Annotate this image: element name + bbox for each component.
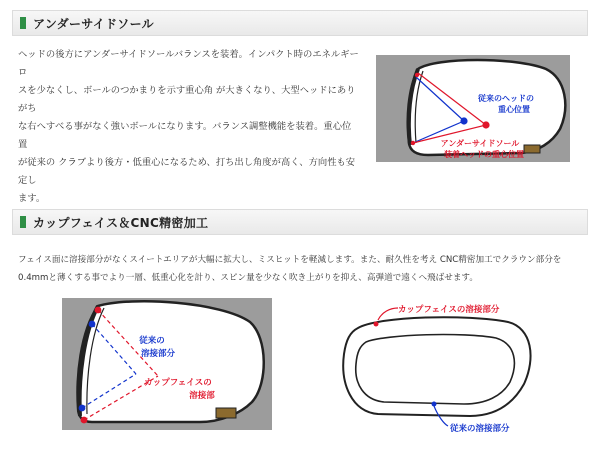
cup-pointer-dot <box>374 322 379 327</box>
text-line: ます。 <box>18 193 46 204</box>
text-line: フェイス面に溶接部分がなくスイートエリアが大幅に拡大し、ミスヒットを軽減します。また、耐久性を考え CNC精密加工でクラウン部分を <box>18 255 562 265</box>
label-cup-weld-2: 溶接部 <box>189 391 215 401</box>
label-conventional-weld-1: 従来の <box>139 336 165 346</box>
label-underside-cg-1: アンダーサイドソール <box>440 139 520 148</box>
diagram-svg <box>376 55 570 162</box>
label-cup-weld-1: カップフェイスの <box>144 378 212 388</box>
face-point-bottom <box>411 141 415 145</box>
conventional-pointer-dot <box>432 402 437 407</box>
label-conventional-cg-1: 従来のヘッドの <box>478 94 534 103</box>
underside-cg-dot <box>482 121 489 128</box>
label-cup-weld: カップフェイスの溶接部分 <box>398 305 500 315</box>
face-inner-outline <box>356 335 515 404</box>
club-head-outline <box>78 301 264 422</box>
text-line: ヘッドの後方にアンダーサイドソールバランスを装着。インパクト時のエネルギーロ <box>18 49 359 78</box>
cup-face-section-diagram <box>338 298 538 438</box>
header-marker <box>20 17 26 29</box>
section-title: アンダーサイドソール <box>33 16 154 31</box>
weld-point-red-bottom <box>81 417 88 424</box>
cup-pointer-line <box>378 308 398 320</box>
weld-point-blue-top <box>89 321 96 328</box>
weld-point-red-top <box>95 307 102 314</box>
underside-sole-diagram <box>376 55 570 162</box>
face-point-top <box>415 73 419 77</box>
underside-weight <box>524 145 540 153</box>
section-body-text <box>18 251 588 287</box>
section-body-text <box>18 46 360 208</box>
diagram-svg <box>62 298 272 430</box>
section-header-underside-sole <box>12 10 588 36</box>
label-conventional-weld-2: 溶接部分 <box>140 349 176 359</box>
label-conventional-weld: 従来の溶接部分 <box>450 424 510 434</box>
label-underside-cg-2: 装着ヘッドの重心位置 <box>444 150 524 159</box>
header-marker <box>20 216 26 228</box>
cup-face-weld-diagram <box>62 298 272 430</box>
text-line: 0.4mmと薄くする事でより一層、低重心化を計り、スピン量を少なく吹き上がりを抑え、高弾道で遠くへ飛ばせます。 <box>18 273 478 283</box>
text-line: が従来の クラブより後方・低重心になるため、打ち出し角度が高く、方向性も安定し <box>18 157 356 186</box>
weld-point-blue-bottom <box>79 405 86 412</box>
sole-weight <box>216 408 236 418</box>
label-conventional-cg-2: 重心位置 <box>498 105 530 114</box>
section-title: カップフェイス＆CNC精密加工 <box>33 215 209 230</box>
diagram-svg <box>338 298 538 438</box>
text-line: な右へすべる事がなく強いボールになります。バランス調整機能を装着。重心位置 <box>18 121 352 150</box>
conventional-cg-dot <box>460 117 467 124</box>
section-header-cup-face <box>12 209 588 235</box>
text-line: スを少なくし、ボールのつかまりを示す重心角 が大きくなり、大型ヘッドにありがち <box>18 85 356 114</box>
